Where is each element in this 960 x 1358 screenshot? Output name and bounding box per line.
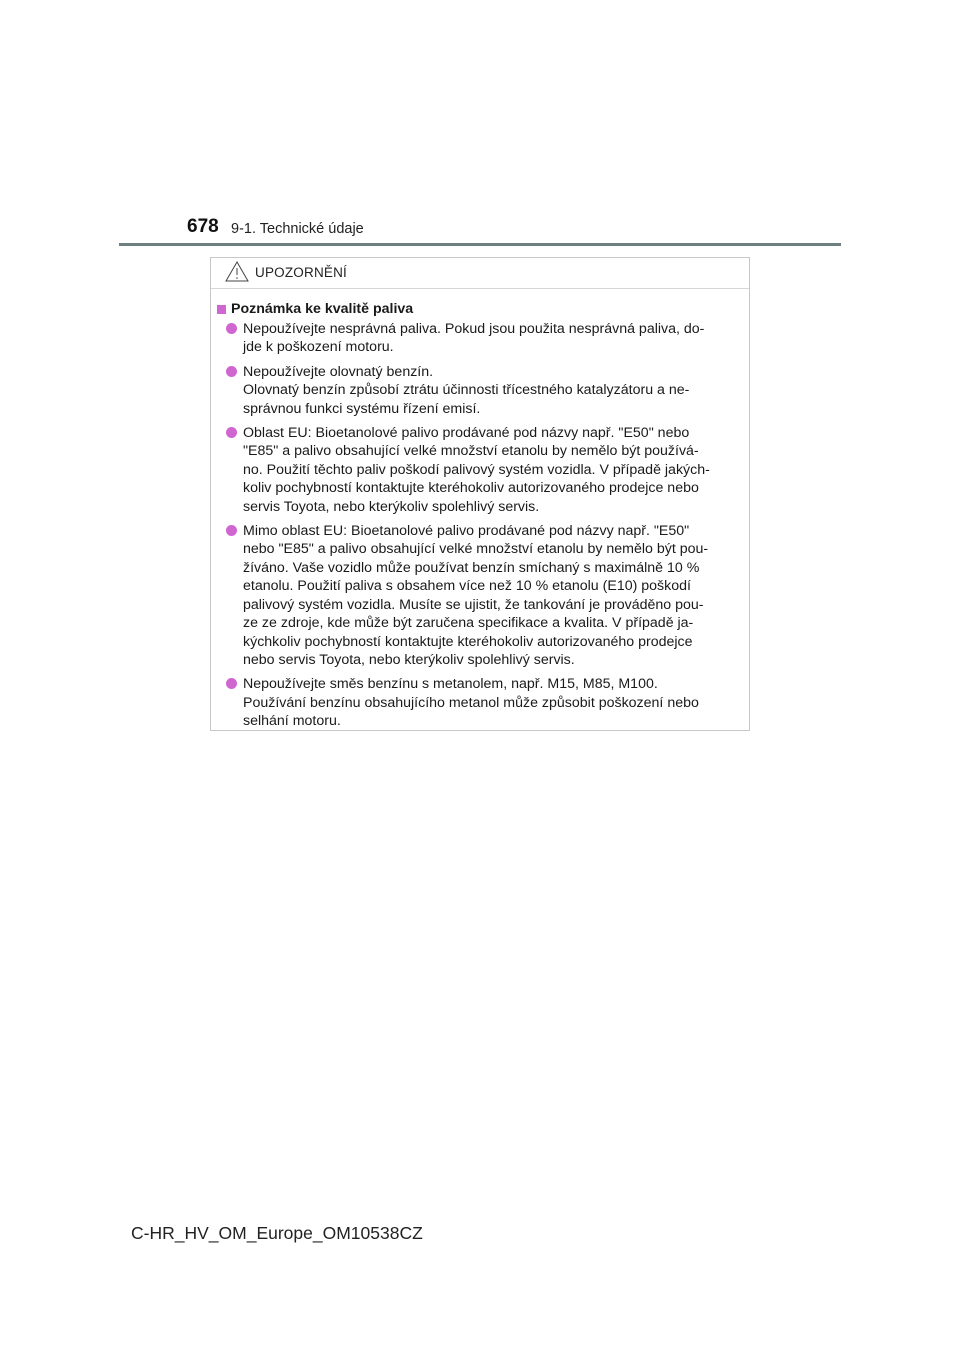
warning-triangle-icon: [225, 261, 249, 282]
item-line: Nepoužívejte nesprávná paliva. Pokud jsou použita nesprávná paliva, do-: [243, 321, 705, 337]
caution-item: [217, 363, 742, 418]
document-code: C-HR_HV_OM_Europe_OM10538CZ: [131, 1223, 423, 1243]
item-line: žíváno. Vaše vozidlo může používat benzín smíchaný s maximálně 10 %: [243, 559, 700, 576]
caution-title: UPOZORNĚNÍ: [255, 265, 348, 280]
item-line: ze ze zdroje, kde může být zaručena specifikace a kvalita. V případě ja-: [243, 615, 694, 632]
bullet-dot-icon: [226, 427, 237, 438]
item-line: koliv pochybností kontaktujte kteréhokoliv autorizovaného prodejce nebo: [243, 480, 699, 497]
item-line: kýchkoliv pochybností kontaktujte kteréhokoliv autorizovaného prodejce: [243, 633, 693, 650]
bullet-dot-icon: [226, 323, 237, 334]
section-title: 9-1. Technické údaje: [231, 221, 364, 237]
item-line: servis Toyota, nebo kterýkoliv spolehlivý servis.: [243, 498, 540, 515]
note-heading-text: Poznámka ke kvalitě paliva: [231, 301, 414, 317]
caution-header: [211, 258, 749, 289]
item-line: Nepoužívejte olovnatý benzín.: [243, 363, 434, 380]
item-line: no. Použití těchto paliv poškodí palivový systém vozidla. V případě jakých-: [243, 461, 710, 478]
caution-body: [211, 289, 749, 731]
item-line: "E85" a palivo obsahující velké množství etanolu by nemělo být používá-: [243, 443, 699, 460]
item-line: palivový systém vozidla. Musíte se ujistit, že tankování je prováděno pou-: [243, 596, 704, 613]
caution-item: [217, 522, 742, 669]
caution-item: [217, 320, 742, 357]
note-heading: [217, 301, 742, 317]
item-line: selhání motoru.: [243, 713, 341, 730]
item-line: nebo "E85" a palivo obsahující velké množství etanolu by nemělo být pou-: [243, 541, 709, 558]
bullet-dot-icon: [226, 525, 237, 536]
item-line: Mimo oblast EU: Bioetanolové palivo prodávané pod názvy např. "E50": [243, 523, 690, 540]
header-divider: [119, 243, 841, 246]
bullet-dot-icon: [226, 678, 237, 689]
item-line: etanolu. Použití paliva s obsahem více než 10 % etanolu (E10) poškodí: [243, 578, 691, 595]
item-line: Nepoužívejte směs benzínu s metanolem, např. M15, M85, M100.: [243, 676, 658, 693]
caution-box: [210, 257, 750, 731]
page-header: [0, 0, 960, 250]
bullet-dot-icon: [226, 366, 237, 377]
square-bullet-icon: [217, 305, 226, 314]
caution-list: [217, 320, 742, 731]
item-line: Olovnatý benzín způsobí ztrátu účinnosti třícestného katalyzátoru a ne-: [243, 382, 690, 399]
caution-item: [217, 424, 742, 516]
item-line: Oblast EU: Bioetanolové palivo prodávané pod názvy např. "E50" nebo: [243, 425, 690, 442]
item-line: jde k poškození motoru.: [243, 339, 394, 356]
caution-item: [217, 675, 742, 730]
item-line: Používání benzínu obsahujícího metanol může způsobit poškození nebo: [243, 694, 699, 711]
page-number: 678: [187, 216, 219, 237]
item-line: nebo servis Toyota, nebo kterýkoliv spolehlivý servis.: [243, 651, 575, 668]
item-line: správnou funkci systému řízení emisí.: [243, 400, 481, 417]
